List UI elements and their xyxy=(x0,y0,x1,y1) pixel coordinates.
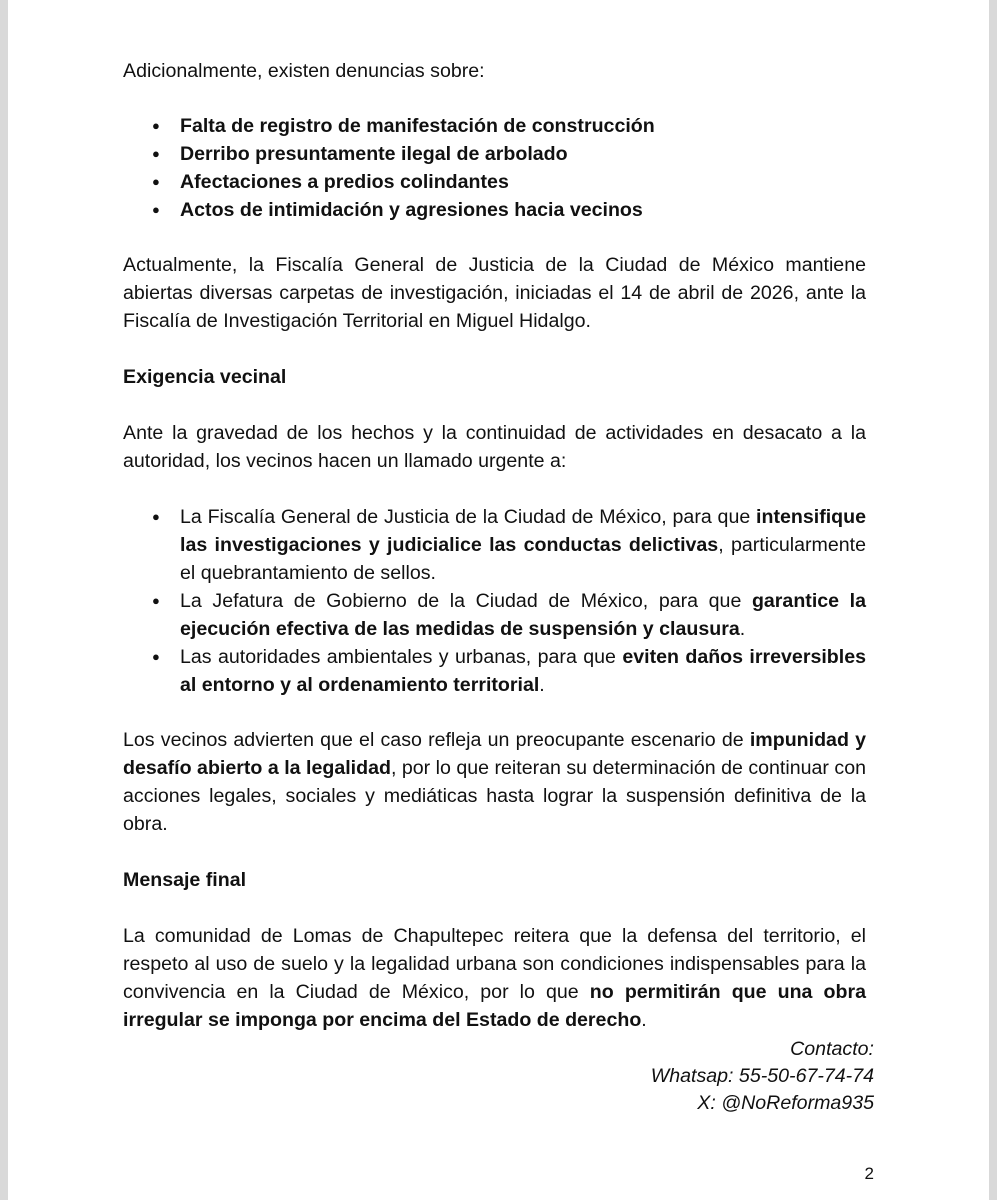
demand-emphasis: eviten daños irreversibles al entorno y al ordenamiento territorial xyxy=(180,646,866,696)
demand-paragraph: Ante la gravedad de los hechos y la continuidad de actividades en desacato a la autoridad, los vecinos hacen un llamado urgente a: xyxy=(123,422,866,472)
warning-paragraph xyxy=(123,726,866,838)
bullet-icon: ● xyxy=(152,146,160,161)
document-page xyxy=(8,0,989,1200)
section-heading-demand: Exigencia vecinal xyxy=(123,366,287,388)
complaint-text: Actos de intimidación y agresiones hacia vecinos xyxy=(180,199,643,221)
demands-list xyxy=(123,503,866,699)
final-text: La comunidad de Lomas de Chapultepec reitera que la defensa del territorio, el respeto al uso de suelo y la legalidad urbana son condiciones indispensables para la convivencia en la Ciudad de México, por lo que xyxy=(123,925,866,1003)
complaint-text: Derribo presuntamente ilegal de arbolado xyxy=(180,143,568,165)
warning-text: Los vecinos advierten que el caso refleja un preocupante escenario de xyxy=(123,729,750,751)
list-item xyxy=(123,112,866,140)
section-heading-final: Mensaje final xyxy=(123,869,247,891)
final-text-end: . xyxy=(641,1009,647,1031)
bullet-icon: ● xyxy=(152,509,160,524)
investigation-paragraph: Actualmente, la Fiscalía General de Justicia de la Ciudad de México mantiene abiertas diversas carpetas de investigación, iniciadas el 14 de abril de 2026, ante la Fiscalía de Investigación Territorial en Miguel Hidalgo. xyxy=(123,254,866,332)
bullet-icon: ● xyxy=(152,118,160,133)
contact-label: Contacto: xyxy=(790,1038,874,1060)
contact-whatsapp: Whatsap: 55-50-67-74-74 xyxy=(650,1065,874,1087)
demand-text: La Jefatura de Gobierno de la Ciudad de México, para que xyxy=(180,590,752,612)
contact-x-handle: X: @NoReforma935 xyxy=(697,1092,874,1114)
list-item xyxy=(123,503,866,587)
bullet-icon: ● xyxy=(152,202,160,217)
final-emphasis: no permitirán que una obra irregular se imponga por encima del Estado de derecho xyxy=(123,981,866,1031)
demand-text: Las autoridades ambientales y urbanas, para que xyxy=(180,646,623,668)
contact-block xyxy=(651,1036,874,1117)
demand-text-end: . xyxy=(539,674,545,696)
list-item xyxy=(123,587,866,643)
complaints-list xyxy=(123,112,866,224)
intro-text: Adicionalmente, existen denuncias sobre: xyxy=(123,60,485,82)
warning-emphasis: impunidad y desafío abierto a la legalidad xyxy=(123,729,866,779)
bullet-icon: ● xyxy=(152,593,160,608)
bullet-icon: ● xyxy=(152,649,160,664)
page-number: 2 xyxy=(864,1164,874,1183)
list-item xyxy=(123,140,866,168)
list-item xyxy=(123,168,866,196)
warning-text-end: , por lo que reiteran su determinación de continuar con acciones legales, sociales y mediáticas hasta lograr la suspensión definitiva de la obra. xyxy=(123,757,866,835)
bullet-icon: ● xyxy=(152,174,160,189)
demand-text-end: . xyxy=(739,618,746,640)
complaint-text: Falta de registro de manifestación de construcción xyxy=(180,115,655,137)
list-item xyxy=(123,643,866,699)
demand-emphasis: intensifique las investigaciones y judicialice las conductas delictivas xyxy=(180,506,866,556)
demand-text-end: , particularmente el quebrantamiento de sellos. xyxy=(180,534,867,584)
list-item xyxy=(123,196,866,224)
demand-emphasis: garantice la ejecución efectiva de las medidas de suspensión y clausura xyxy=(180,590,866,640)
final-paragraph xyxy=(123,922,866,1034)
complaint-text: Afectaciones a predios colindantes xyxy=(180,171,509,193)
demand-text: La Fiscalía General de Justicia de la Ciudad de México, para que xyxy=(180,506,757,528)
